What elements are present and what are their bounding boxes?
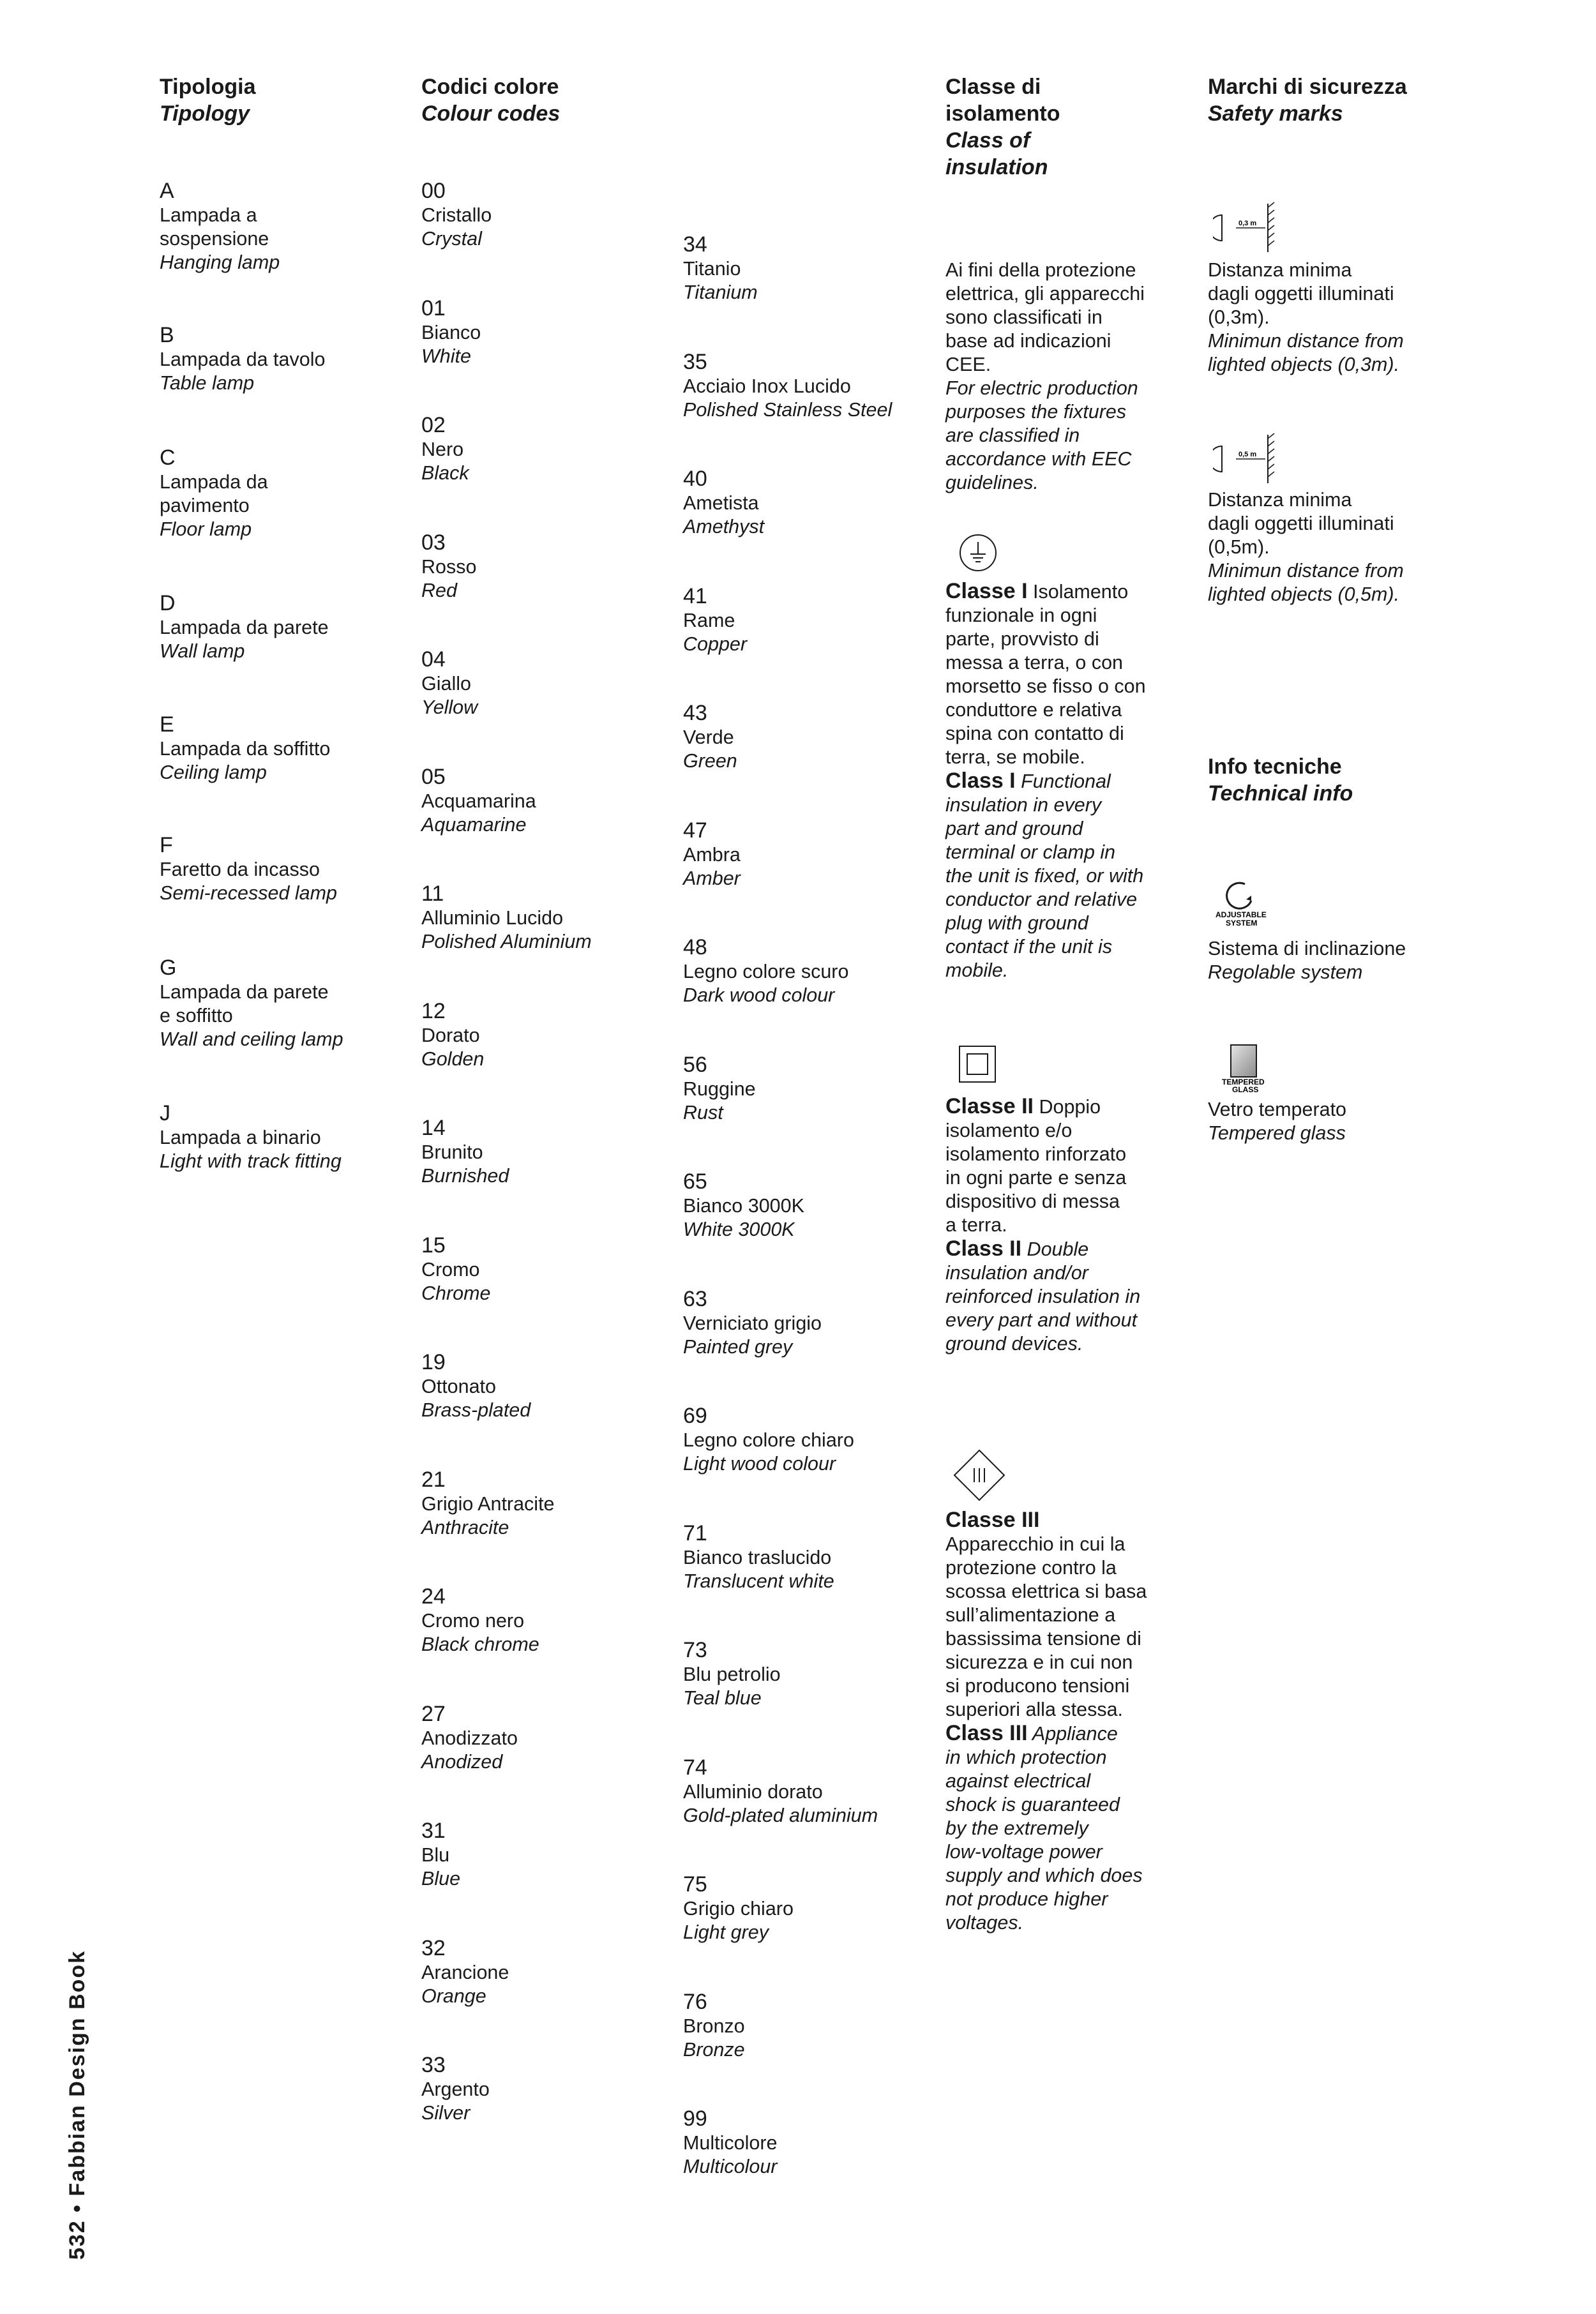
tipology-code: D [160,591,176,615]
colour-code-item [683,818,938,890]
class1-en-line: plug with ground [945,912,1088,934]
class1-it-line: Isolamento [1027,581,1129,603]
colour-code-name-it: Acquamarina [421,790,536,812]
class-3-diamond-icon [953,1449,1005,1501]
colour-code-number: 71 [683,1521,707,1545]
tipology-code: B [160,323,174,347]
colour-code-name-en: Yellow [421,696,478,718]
adjustable-icon-label-1: ADJUSTABLE [1216,910,1267,919]
class1-it-first-line [945,580,1175,604]
safety-title-en: Safety marks [1208,101,1343,126]
colour-code-number: 04 [421,647,446,672]
class3-it-line: sicurezza e in cui non [945,1651,1133,1673]
colour-code-name-it: Verniciato grigio [683,1312,822,1334]
colour-code-item [421,2052,677,2125]
colour-code-item [683,1403,938,1476]
colour-code-item [683,1052,938,1125]
colour-code-number: 12 [421,998,446,1023]
colour-code-name-it: Giallo [421,673,471,695]
intro-it-line: base ad indicazioni [945,330,1111,352]
colour-code-name-en: Crystal [421,228,482,250]
colour-code-number: 41 [683,583,707,608]
colour-code-name-en: Black chrome [421,1634,539,1655]
colour-code-name-en: Rust [683,1101,723,1123]
colour-code-item [421,1818,677,1891]
colour-code-name-it: Dorato [421,1024,480,1046]
colour-code-name-it: Alluminio Lucido [421,907,564,929]
class1-en-line: Functional [1015,770,1111,792]
class3-label-it: Classe III [945,1508,1040,1532]
safety-mark-1-text [1208,259,1476,377]
colour-code-name-it: Rame [683,609,735,631]
class2-it-line: dispositivo di messa [945,1191,1120,1212]
colour-code-name-en: Green [683,750,737,772]
tipology-item [160,832,377,905]
colour-codes-title-en: Colour codes [421,101,561,126]
tipology-item [160,445,377,541]
colour-code-name-it: Cristallo [421,204,492,226]
class3-en-line: low-voltage power [945,1841,1103,1863]
colour-code-name-it: Grigio Antracite [421,1492,555,1515]
class3-it-line: sull’alimentazione a [945,1604,1116,1626]
colour-code-name-en: Silver [421,2102,471,2124]
colour-code-name-en: Black [421,462,469,484]
colour-code-name-it: Blu petrolio [683,1664,781,1685]
class2-en-line: reinforced insulation in [945,1286,1141,1307]
tipology-item [160,178,377,274]
double-insulation-icon [958,1045,997,1083]
class3-en-line: supply and which does [945,1865,1143,1886]
colour-code-item [421,1115,677,1188]
insulation-column [945,73,1175,1934]
adjustable-icon-label-2: SYSTEM [1226,919,1258,928]
class1-label-it: Classe I [945,579,1028,603]
intro-en-line: For electric production [945,377,1138,399]
colour-code-item [683,583,938,656]
class3-it-line: Apparecchio in cui la [945,1533,1125,1555]
colour-code-number: 76 [683,1989,707,2014]
tipology-label-en: Ceiling lamp [160,762,267,783]
colour-code-name-en: Copper [683,633,748,655]
colour-code-number: 74 [683,1755,707,1780]
colour-code-item [421,296,677,368]
intro-en-line: accordance with EEC [945,448,1132,470]
intro-en-line: purposes the fixtures [945,401,1127,423]
tipology-code: C [160,446,176,470]
tipology-label-it: sospensione [160,228,269,250]
class2-en-line: insulation and/or [945,1262,1088,1284]
tipology-title-en: Tipology [160,101,250,126]
colour-code-number: 99 [683,2107,707,2131]
colour-code-item [683,1169,938,1242]
colour-code-number: 01 [421,296,446,320]
colour-code-item [421,881,677,954]
colour-code-item [421,412,677,485]
colour-code-name-en: Anodized [421,1750,503,1773]
safety-column [1208,73,1476,1144]
colour-code-number: 05 [421,764,446,789]
tipology-label-it: Lampada da tavolo [160,349,326,370]
colour-code-number: 21 [421,1467,446,1492]
colour-code-name-it: Bronzo [683,2015,745,2037]
colour-code-name-it: Cromo nero [421,1610,525,1632]
class1-en-line: conductor and relative [945,889,1138,910]
tipology-code: G [160,956,177,980]
tempered-glass-icon [1212,1042,1276,1093]
colour-code-number: 14 [421,1116,446,1140]
tipology-label-en: Table lamp [160,372,255,394]
tipology-item [160,955,377,1051]
class1-en-first-line [945,769,1175,793]
tipology-label-en: Wall and ceiling lamp [160,1028,343,1050]
class3-it-line: superiori alla stessa. [945,1699,1124,1720]
colour-code-item [421,1935,677,2008]
tipology-code: A [160,179,174,203]
tipology-item [160,712,377,785]
tempered-en: Tempered glass [1208,1122,1346,1144]
tipology-code: J [160,1101,170,1125]
class1-en-line: contact if the unit is [945,936,1113,958]
class1-it-line: terra, se mobile. [945,746,1085,768]
adjustable-it: Sistema di inclinazione [1208,938,1406,959]
tipology-item [160,590,377,663]
colour-code-number: 24 [421,1584,446,1609]
colour-code-name-en: White [421,345,471,367]
colour-code-name-it: Argento [421,2078,490,2100]
technical-info-header [1208,753,1476,807]
colour-code-number: 75 [683,1872,707,1897]
mark2-en-line: Minimun distance from [1208,560,1404,582]
colour-code-number: 35 [683,349,707,374]
class2-it-line: isolamento e/o [945,1120,1073,1141]
colour-code-number: 33 [421,2053,446,2077]
colour-code-item [421,764,677,837]
technical-title-it: Info tecniche [1208,755,1342,779]
class2-en-line: ground devices. [945,1333,1083,1355]
colour-code-name-en: Amber [683,867,741,889]
colour-code-name-en: Chrome [421,1282,491,1304]
colour-code-item [683,232,938,304]
class2-it-line: in ogni parte e senza [945,1167,1127,1189]
colour-code-name-it: Alluminio dorato [683,1780,823,1803]
colour-code-item [421,1233,677,1305]
colour-code-item [421,1584,677,1657]
colour-code-name-en: Red [421,579,457,601]
colour-code-item [421,647,677,719]
min-distance-05-icon [1213,432,1283,487]
class1-it-line: messa a terra, o con [945,652,1124,673]
tipology-label-it: Lampada da parete [160,617,329,638]
colour-code-item [421,178,677,251]
colour-code-number: 03 [421,530,446,555]
colour-code-item [421,530,677,603]
colour-code-name-it: Cromo [421,1258,480,1281]
tipology-label-en: Light with track fitting [160,1150,342,1172]
class1-en-line: part and ground [945,818,1083,839]
tipology-item [160,1101,377,1173]
class1-en-line: terminal or clamp in [945,841,1116,863]
colour-code-item [683,1755,938,1828]
mark2-it-line: dagli oggetti illuminati [1208,513,1394,534]
colour-code-item [421,1701,677,1774]
class2-it-line: a terra. [945,1214,1007,1236]
class2-label-en: Class II [945,1236,1022,1261]
page-number-label: 532 • Fabbian Design Book [65,1950,89,2260]
tipology-label-it: Lampada da soffitto [160,738,331,760]
tipology-label-it: e soffitto [160,1005,233,1026]
colour-code-item [683,2106,938,2179]
class3-en-line: by the extremely [945,1817,1088,1839]
colour-code-name-it: Legno colore chiaro [683,1429,854,1451]
tipology-label-it: Lampada da parete [160,981,329,1003]
intro-en-line: guidelines. [945,472,1039,493]
class1-it-line: spina con contatto di [945,723,1124,744]
colour-code-name-it: Ruggine [683,1078,756,1100]
intro-en-line: are classified in [945,424,1080,446]
colour-code-name-it: Arancione [421,1961,509,1983]
class-2-block [945,1095,1175,1356]
tipology-label-en: Wall lamp [160,640,245,662]
class3-en-line: Appliance [1027,1723,1118,1745]
class3-it-line: bassissima tensione di [945,1628,1141,1649]
colour-code-name-it: Brunito [421,1141,483,1163]
insulation-title-it-2: isolamento [945,101,1060,126]
colour-code-number: 43 [683,701,707,725]
tipology-label-it: Lampada da [160,471,268,493]
colour-code-name-en: Multicolour [683,2156,778,2177]
class3-it-line: scossa elettrica si basa [945,1581,1147,1602]
colour-code-name-en: Dark wood colour [683,984,835,1006]
class2-it-line: isolamento rinforzato [945,1143,1127,1165]
tempered-it: Vetro temperato [1208,1099,1347,1120]
colour-code-name-en: Golden [421,1048,485,1070]
insulation-intro [945,259,1175,495]
colour-code-item [683,1637,938,1710]
colour-code-name-en: Teal blue [683,1687,762,1709]
colour-code-name-it: Bianco 3000K [683,1195,804,1217]
tipology-code: E [160,712,174,737]
colour-codes-column-1 [421,73,677,2124]
colour-code-item [683,1521,938,1593]
insulation-title-en-2: insulation [945,155,1048,179]
colour-code-name-en: Painted grey [683,1335,793,1358]
adjustable-en: Regolable system [1208,961,1363,983]
class2-label-it: Classe II [945,1094,1034,1118]
class3-en-line: shock is guaranteed [945,1794,1120,1815]
mark1-en-line: lighted objects (0,3m). [1208,354,1400,375]
technical-title-en: Technical info [1208,781,1353,806]
insulation-title-en-1: Class of [945,128,1030,153]
tempered-glass-text [1208,1098,1476,1145]
colour-code-number: 69 [683,1404,707,1428]
tempered-icon-label-1: TEMPERED [1222,1078,1265,1086]
tipology-label-it: Lampada a [160,204,257,226]
class1-label-en: Class I [945,769,1016,793]
colour-code-name-it: Nero [421,439,464,460]
colour-code-number: 48 [683,935,707,959]
class1-en-line: mobile. [945,959,1009,981]
tipology-code: F [160,833,173,857]
colour-code-name-en: Brass-plated [421,1399,531,1421]
class3-en-line: against electrical [945,1770,1091,1792]
colour-code-name-it: Verde [683,726,734,748]
class1-it-line: morsetto se fisso o con [945,675,1146,697]
colour-code-number: 15 [421,1233,446,1258]
tipology-column [160,73,377,1172]
colour-code-name-it: Titanio [683,258,741,280]
adjustable-system-text [1208,937,1476,984]
class1-it-line: parte, provvisto di [945,628,1099,650]
class2-it-first-line [945,1095,1175,1119]
min-distance-03-icon [1213,201,1283,256]
class3-en-line: in which protection [945,1747,1107,1768]
colour-code-name-en: White 3000K [683,1219,795,1240]
colour-code-name-en: Polished Aluminium [421,931,592,952]
colour-code-number: 73 [683,1638,707,1662]
class2-en-first-line [945,1237,1175,1261]
colour-code-number: 56 [683,1052,707,1077]
colour-code-name-en: Translucent white [683,1570,834,1592]
colour-code-name-en: Titanium [683,282,758,303]
colour-code-name-it: Ametista [683,492,759,514]
colour-code-name-it: Ambra [683,843,741,866]
class2-en-line: Double [1021,1238,1089,1260]
colour-code-name-it: Blu [421,1844,450,1866]
tipology-label-it: Lampada a binario [160,1127,321,1148]
tipology-label-en: Floor lamp [160,518,252,540]
colour-code-item [683,349,938,422]
class3-label-en: Class III [945,1721,1028,1745]
intro-it-line: Ai fini della protezione [945,259,1136,281]
colour-code-number: 02 [421,413,446,437]
mark2-it-line: (0,5m). [1208,536,1270,558]
tipology-label-it: Faretto da incasso [160,859,320,880]
tipology-label-en: Hanging lamp [160,252,280,273]
intro-it-line: CEE. [945,354,991,375]
colour-code-name-en: Light grey [683,1921,769,1943]
colour-code-number: 00 [421,179,446,203]
tipology-label-it: pavimento [160,495,250,516]
colour-code-number: 32 [421,1935,446,1960]
adjustable-system-icon [1212,878,1276,929]
mark2-it-line: Distanza minima [1208,489,1352,511]
colour-code-name-en: Orange [421,1985,486,2007]
colour-code-name-en: Bronze [683,2038,745,2061]
colour-code-name-en: Blue [421,1868,461,1890]
colour-code-name-en: Aquamarine [421,813,527,836]
class1-it-line: conduttore e relativa [945,699,1122,721]
colour-code-name-en: Gold-plated aluminium [683,1804,878,1826]
mark1-it-line: Distanza minima [1208,259,1352,281]
class2-en-line: every part and without [945,1309,1138,1331]
tipology-item [160,322,377,395]
colour-code-number: 11 [421,882,444,906]
colour-code-number: 27 [421,1701,446,1726]
mark1-it-line: dagli oggetti illuminati [1208,283,1394,304]
tempered-icon-label-2: GLASS [1232,1085,1259,1093]
intro-it-line: elettrica, gli apparecchi [945,283,1145,304]
min-distance-05-icon-label: 0,5 m [1238,451,1257,458]
colour-code-item [683,935,938,1007]
colour-codes-title-it: Codici colore [421,75,559,99]
colour-code-name-it: Rosso [421,555,477,578]
class-3-block [945,1508,1175,1935]
safety-mark-2-text [1208,488,1476,606]
colour-code-number: 19 [421,1350,446,1374]
colour-code-item [421,998,677,1071]
colour-code-name-it: Acciaio Inox Lucido [683,375,851,397]
class3-en-line: not produce higher [945,1888,1108,1910]
colour-code-name-en: Amethyst [683,516,765,537]
tipology-label-en: Semi-recessed lamp [160,882,337,904]
colour-code-name-it: Anodizzato [421,1727,518,1749]
intro-it-line: sono classificati in [945,306,1103,328]
class3-en-first-line [945,1722,1175,1746]
class3-en-line: voltages. [945,1912,1024,1934]
ground-symbol-icon [958,533,998,573]
colour-code-name-en: Burnished [421,1165,509,1187]
colour-code-name-en: Anthracite [421,1516,509,1538]
class3-it-line: si producono tensioni [945,1675,1130,1697]
class-1-block [945,580,1175,982]
colour-code-name-it: Ottonato [421,1376,496,1397]
colour-code-name-it: Legno colore scuro [683,961,849,982]
colour-code-item [421,1467,677,1540]
colour-code-item [683,700,938,773]
mark1-en-line: Minimun distance from [1208,330,1404,352]
colour-code-number: 63 [683,1286,707,1311]
safety-title-it: Marchi di sicurezza [1208,75,1407,99]
colour-code-item [683,1286,938,1359]
colour-code-name-en: Light wood colour [683,1453,836,1475]
class3-it-line: protezione contro la [945,1557,1117,1579]
mark2-en-line: lighted objects (0,5m). [1208,583,1400,605]
colour-code-item [683,1989,938,2062]
colour-code-name-it: Bianco traslucido [683,1546,832,1568]
min-distance-03-icon-label: 0,3 m [1238,220,1257,227]
insulation-title-it-1: Classe di [945,75,1041,99]
colour-code-name-it: Bianco [421,321,481,343]
class1-en-line: insulation in every [945,794,1102,816]
colour-code-name-en: Polished Stainless Steel [683,398,892,421]
class2-it-line: Doppio [1033,1096,1101,1118]
colour-code-item [421,1349,677,1422]
class1-it-line: funzionale in ogni [945,605,1097,626]
colour-code-item [683,1872,938,1944]
colour-code-name-it: Grigio chiaro [683,1898,794,1920]
tipology-title-it: Tipologia [160,75,256,99]
colour-code-number: 34 [683,232,707,257]
colour-code-number: 31 [421,1819,446,1843]
colour-code-number: 40 [683,467,707,491]
colour-code-number: 47 [683,818,707,843]
class1-en-line: the unit is fixed, or with [945,865,1144,887]
colour-code-number: 65 [683,1169,707,1194]
class3-it-first-line [945,1508,1175,1533]
colour-code-name-it: Multicolore [683,2132,778,2154]
mark1-it-line: (0,3m). [1208,306,1270,328]
colour-code-item [683,466,938,539]
